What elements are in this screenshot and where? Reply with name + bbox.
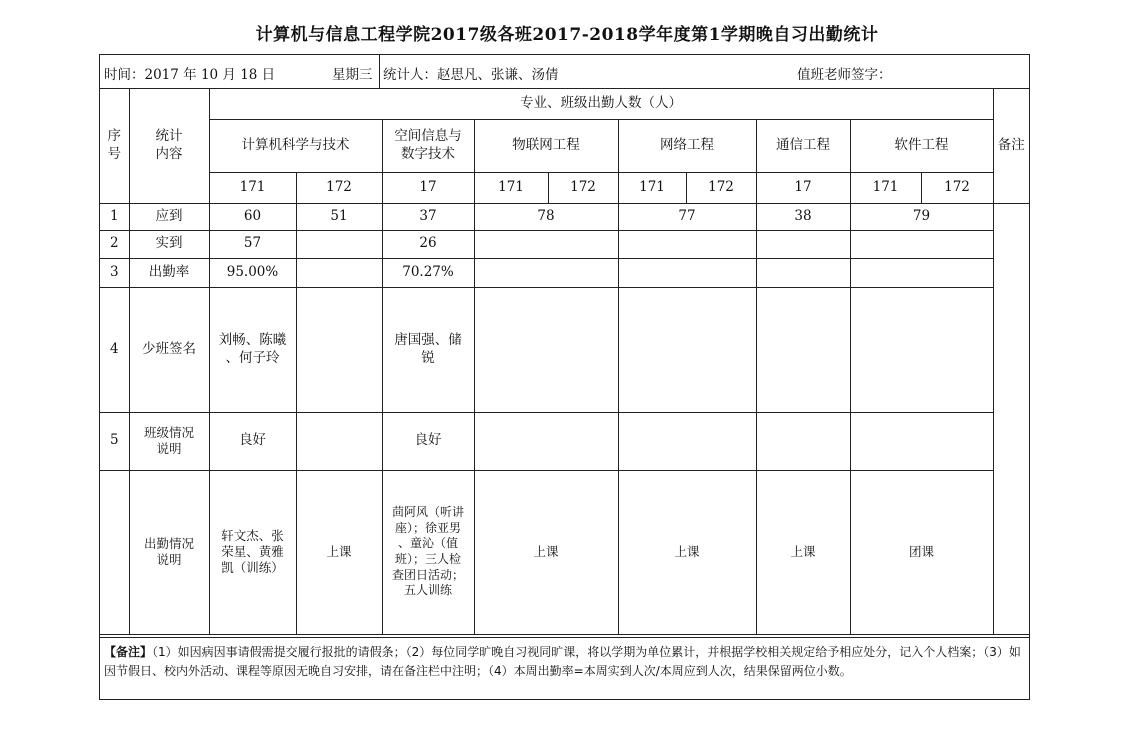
major-network: 网络工程 [618, 119, 756, 172]
major-software: 软件工程 [850, 119, 993, 172]
cell-value: 刘畅、陈曦 、何子玲 [209, 287, 296, 412]
cell-empty [850, 287, 993, 412]
header-remark: 备注 [993, 89, 1029, 203]
row-number: 3 [100, 258, 129, 287]
cell-empty [618, 258, 756, 287]
cell-value: 51 [296, 203, 382, 230]
header-group: 专业、班级出勤人数（人） [209, 89, 993, 119]
table-row [100, 470, 1029, 634]
cell-value: 轩文杰、张 荣星、黄雅 凯（训练） [209, 470, 296, 634]
header-seq: 序号 [100, 89, 129, 203]
cell-value: 79 [850, 203, 993, 230]
row-label: 出勤率 [129, 258, 209, 287]
row-number: 1 [100, 203, 129, 230]
remark-cell [993, 203, 1029, 634]
cell-value: 26 [382, 230, 474, 258]
cell-value: 95.00% [209, 258, 296, 287]
cell-value: 上课 [618, 470, 756, 634]
cell-value: 茴阿风（听讲 座）；徐亚男 、童沁（值 班）；三人检 查团日活动； 五人训练 [382, 470, 474, 634]
cell-empty [850, 258, 993, 287]
class-net-172: 172 [686, 172, 756, 203]
major-spatial: 空间信息与 数字技术 [382, 119, 474, 172]
cell-value: 良好 [382, 412, 474, 470]
header-content: 统计 内容 [129, 89, 209, 203]
table-row [100, 230, 1029, 258]
cell-empty [756, 258, 850, 287]
cell-value: 37 [382, 203, 474, 230]
notes-label: 【备注】 [104, 645, 153, 659]
row-number: 5 [100, 412, 129, 470]
cell-value: 上课 [296, 470, 382, 634]
cell-value: 78 [474, 203, 618, 230]
cell-empty [474, 412, 618, 470]
cell-empty [296, 412, 382, 470]
counter-text: 统计人：赵思凡、张谦、汤倩 [383, 67, 559, 83]
cell-empty [296, 258, 382, 287]
class-spatial-17: 17 [382, 172, 474, 203]
class-tel-17: 17 [756, 172, 850, 203]
cell-empty [474, 287, 618, 412]
notes-text: （1）如因病因事请假需提交履行报批的请假条；（2）每位同学旷晚自习视同旷课，将以学期为单位累计，并根据学校相关规定给予相应处分，记入个人档案；（3）如因节假日、校内外活动、课程等原因无晚自习安排，请在备注栏中注明；（4）本周出勤率=本周实到人次/本周应到人次，结果保留两位小数。 [104, 645, 1021, 679]
row-number: 2 [100, 230, 129, 258]
row-number [100, 470, 129, 634]
row-label: 应到 [129, 203, 209, 230]
cell-empty [756, 287, 850, 412]
class-net-171: 171 [618, 172, 686, 203]
cell-value: 38 [756, 203, 850, 230]
table-row [100, 412, 1029, 470]
date-text: 时间：2017 年 10 月 18 日 [104, 67, 276, 83]
row-number: 4 [100, 287, 129, 412]
attendance-sheet [99, 54, 1030, 700]
cell-value: 77 [618, 203, 756, 230]
cell-value: 70.27% [382, 258, 474, 287]
cell-empty [618, 230, 756, 258]
class-sw-172: 172 [921, 172, 993, 203]
cell-empty [756, 412, 850, 470]
teacher-sign-label: 值班老师签字： [797, 67, 892, 83]
cell-empty [296, 287, 382, 412]
class-iot-172: 172 [548, 172, 618, 203]
cell-value: 唐国强、储 锐 [382, 287, 474, 412]
major-telecom: 通信工程 [756, 119, 850, 172]
cell-empty [850, 230, 993, 258]
cell-empty [474, 258, 618, 287]
notes-section [100, 637, 1029, 699]
row-label: 少班签名 [129, 287, 209, 412]
class-sw-171: 171 [850, 172, 921, 203]
cell-value: 60 [209, 203, 296, 230]
major-cs: 计算机科学与技术 [209, 119, 382, 172]
info-row [100, 55, 1029, 89]
table-row [100, 258, 1029, 287]
cell-empty [850, 412, 993, 470]
cell-value: 上课 [474, 470, 618, 634]
cell-empty [474, 230, 618, 258]
class-cs-171: 171 [209, 172, 296, 203]
page-title: 计算机与信息工程学院2017级各班2017-2018学年度第1学期晚自习出勤统计 [255, 25, 879, 45]
cell-value: 团课 [850, 470, 993, 634]
cell-value: 上课 [756, 470, 850, 634]
major-iot: 物联网工程 [474, 119, 618, 172]
weekday-text: 星期三 [332, 67, 373, 83]
attendance-table [100, 89, 1029, 635]
table-row [100, 287, 1029, 412]
cell-empty [618, 287, 756, 412]
info-divider [379, 55, 380, 88]
class-cs-172: 172 [296, 172, 382, 203]
row-label: 出勤情况 说明 [129, 470, 209, 634]
row-label: 实到 [129, 230, 209, 258]
row-label: 班级情况 说明 [129, 412, 209, 470]
table-row [100, 203, 1029, 230]
class-iot-171: 171 [474, 172, 548, 203]
cell-value: 57 [209, 230, 296, 258]
cell-empty [756, 230, 850, 258]
cell-value: 良好 [209, 412, 296, 470]
cell-empty [296, 230, 382, 258]
cell-empty [618, 412, 756, 470]
